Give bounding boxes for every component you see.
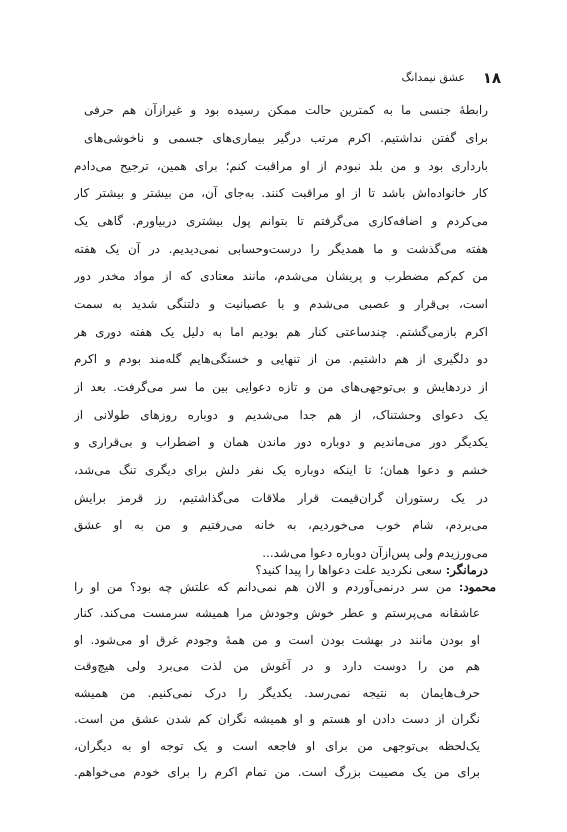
paragraph-line: رابطهٔ جنسی ما به کمترین حالت ممکن رسیده بود و غیرازآن هم حرفی	[84, 103, 488, 117]
speaker-mahmoud: محمود:	[458, 580, 496, 594]
answer-line: هم من را دوست دارد و در آغوش من لذت می‌برد ولی هیچ‌وقت	[74, 659, 480, 673]
answer-line: حرف‌هایمان به نتیجه نمی‌رسد. یکدیگر را درک نمی‌کنیم. من همیشه	[74, 686, 480, 700]
paragraph-line: در یک رستوران گران‌قیمت قرار ملاقات می‌گذاشتیم، رز قرمز برایش	[74, 491, 488, 505]
paragraph-line: یکدیگر دور می‌ماندیم و دوباره دور ماندن همان و اضطراب و بی‌قراری و	[74, 435, 488, 449]
mahmoud-text: من سر درنمی‌آوردم و الان هم نمی‌دانم که علتش چه بود؟ من او را	[74, 580, 459, 594]
answer-line: او بودن مانند در بهشت بودن است و من همهٔ وجودم غرق او می‌شود. او	[74, 633, 480, 647]
answer-line: عاشقانه می‌پرستم و عطر خوش وجودش مرا همیشه سرمست می‌کند. کنار	[74, 606, 480, 620]
page-number: ۱۸	[482, 69, 501, 87]
paragraph-line: می‌بردم، شام خوب می‌خوردیم، به خانه می‌رفتیم و من به او عشق	[74, 518, 488, 532]
paragraph-line: اکرم بازمی‌گشتم. چندساعتی کنار هم بودیم اما به دلیل یک هفته دوری هر	[74, 325, 488, 339]
paragraph-line: می‌کردم و اضافه‌کاری می‌گرفتم تا بتوانم پول بیشتری دربیاورم. گاهی یک	[74, 214, 488, 228]
paragraph-line: برای گفتن نداشتیم. اکرم مرتب درگیر بیماری‌های جسمی و ناخوشی‌های	[84, 131, 488, 145]
therapist-text: سعی نکردید علت دعواها را پیدا کنید؟	[255, 563, 446, 577]
speaker-therapist: درمانگر:	[445, 563, 488, 577]
paragraph-line: است، بی‌قرار و عصبی می‌شدم و با عصبانیت و دلتنگی شدید به سمت	[74, 297, 488, 311]
mahmoud-answer-first-line	[74, 577, 496, 597]
paragraph-line: خشم و دعوا همان؛ تا اینکه دوباره یک نفر دلش برای دیگری تنگ می‌شد،	[74, 463, 488, 477]
paragraph-line: هفته می‌گذشت و ما همدیگر را درست‌وحسابی نمی‌دیدیم. در آن یک هفته	[74, 242, 488, 256]
answer-line: نگران از دست دادن او هستم و او همیشه نگران کم شدن عشق من است.	[74, 712, 480, 726]
paragraph-line: دو دلگیری از هم داشتیم. من از تنهایی و خستگی‌هایم گله‌مند بودم و اکرم	[74, 352, 488, 366]
answer-line: برای من یک مصیبت بزرگ است. من تمام اکرم را برای خودم می‌خواهم.	[74, 765, 480, 779]
running-title: عشق نیمدانگ	[401, 71, 465, 84]
paragraph-line: می‌ورزیدم ولی پس‌ازآن دوباره دعوا می‌شد...	[262, 546, 488, 560]
paragraph-line: من کم‌کم مضطرب و پریشان می‌شدم، مانند معتادی که از مواد مخدر دور	[74, 269, 488, 283]
paragraph-line: بارداری بود و من بلد نبودم از او مراقبت کنم؛ برای همین، ترجیح می‌دادم	[74, 159, 488, 173]
paragraph-line: یک دعوای وحشتناک، از هم جدا می‌شدیم و دوباره روزهای طولانی از	[74, 408, 488, 422]
page-header	[68, 69, 501, 91]
paragraph-line: از دردهایش و بی‌توجهی‌های من و تازه دعوایی بین ما سر می‌گرفت. بعد از	[74, 380, 488, 394]
answer-line: یک‌لحظه بی‌توجهی من برای او فاجعه است و یک توجه او به دیگران،	[74, 739, 480, 753]
paragraph-line: کار خانواده‌اش باشد تا از او مراقبت کنند. به‌جای آن، من بیشتر و بیشتر کار	[74, 186, 488, 200]
